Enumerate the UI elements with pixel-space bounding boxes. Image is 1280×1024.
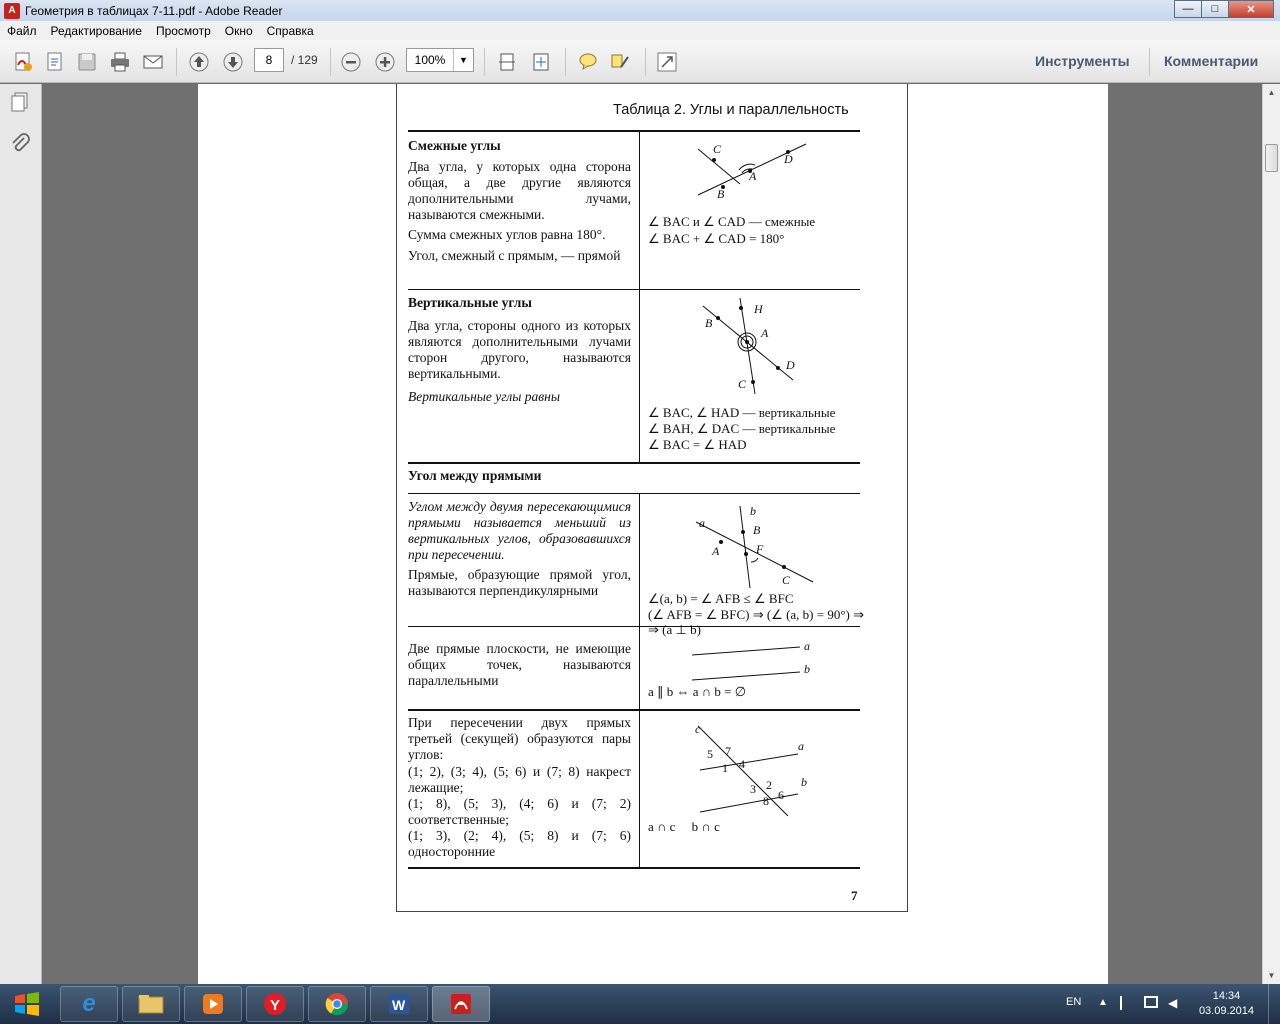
- label-transversal-b: b: [801, 775, 807, 789]
- adobe-reader-icon: A: [4, 3, 20, 19]
- section-transversal-intro: При пересечении двух прямых третьей (секущей) образуются пары углов:: [408, 715, 631, 762]
- volume-icon[interactable]: ◀: [1168, 996, 1178, 1010]
- label-parallel-a: a: [804, 639, 810, 653]
- menu-view[interactable]: Просмотр: [155, 23, 211, 38]
- left-nav-panel: [0, 84, 42, 984]
- label-b2: B: [705, 316, 713, 330]
- vertical-formula-2: ∠ BAH, ∠ DAC — вертикальные: [648, 421, 836, 436]
- adjacent-formula-1: ∠ BAC и ∠ CAD — смежные: [648, 214, 816, 229]
- menu-edit[interactable]: Редактирование: [50, 23, 142, 38]
- edit-pdf-icon[interactable]: [42, 50, 68, 74]
- section-vertical-definition: Два угла, стороны одного из которых являются дополнительными лучами сторон другого, называются вертикальными.: [408, 318, 631, 381]
- scroll-up-icon[interactable]: ▲: [1267, 88, 1276, 97]
- label-c2: C: [738, 377, 747, 391]
- page-number: 7: [851, 888, 858, 903]
- angle-4: 4: [739, 757, 745, 771]
- zoom-value: 100%: [414, 53, 446, 67]
- ie-taskbar-icon[interactable]: e: [60, 986, 118, 1022]
- label-transversal-c: c: [695, 722, 701, 736]
- svg-text:Y: Y: [270, 997, 281, 1014]
- comments-button[interactable]: Комментарии: [1164, 53, 1259, 69]
- close-button[interactable]: ✕: [1228, 0, 1274, 18]
- vertical-angles-figure: [693, 294, 803, 394]
- adobe-taskbar-icon[interactable]: [432, 986, 490, 1022]
- title-bar: [0, 0, 1280, 21]
- section-lines-angle-definition: [408, 499, 631, 563]
- label-a2: A: [761, 326, 769, 340]
- next-page-icon[interactable]: [220, 50, 246, 74]
- angle-7: 7: [725, 744, 731, 758]
- scroll-down-icon[interactable]: ▼: [1267, 971, 1276, 980]
- section-adjacent-right: Угол, смежный с прямым, — прямой: [408, 248, 621, 263]
- clock[interactable]: [1199, 989, 1254, 1019]
- vertical-formula-3: ∠ BAC = ∠ HAD: [648, 437, 747, 452]
- window-title: Геометрия в таблицах 7-11.pdf - Adobe Reader: [25, 3, 283, 18]
- media-player-taskbar-icon[interactable]: [184, 986, 242, 1022]
- label-line-a: a: [699, 516, 705, 530]
- section-transversal-corresponding: (1; 8), (5; 3), (4; 6) и (7; 2) соответственные;: [408, 796, 631, 827]
- lines-formula-2: (∠ AFB = ∠ BFC) ⇒ (∠ (a, b) = 90°) ⇒: [648, 607, 864, 622]
- save-icon[interactable]: [74, 50, 100, 74]
- label-point-b: B: [753, 523, 761, 537]
- network-icon[interactable]: [1144, 996, 1158, 1008]
- label-line-b: b: [750, 504, 756, 518]
- menu-help[interactable]: Справка: [266, 23, 314, 38]
- page-total: / 129: [291, 53, 318, 67]
- section-perpendicular: Прямые, образующие прямой угол, называются перпендикулярными: [408, 567, 631, 598]
- label-c: C: [713, 142, 722, 156]
- show-desktop-button[interactable]: [1268, 984, 1280, 1024]
- angle-3: 3: [750, 782, 756, 796]
- email-icon[interactable]: [140, 50, 166, 74]
- taskbar: [0, 984, 1280, 1024]
- create-pdf-icon[interactable]: [10, 50, 36, 74]
- vertical-scrollbar[interactable]: [1262, 84, 1280, 984]
- zoom-select[interactable]: [406, 48, 474, 72]
- section-transversal-consecutive: (1; 3), (2; 4), (5; 8) и (7; 6) односторонние: [408, 828, 631, 859]
- pages-icon[interactable]: [8, 90, 32, 114]
- vertical-formula-1: ∠ BAC, ∠ HAD — вертикальные: [648, 405, 836, 420]
- document-area: [43, 84, 1261, 984]
- language-indicator[interactable]: EN: [1066, 996, 1082, 1008]
- section-adjacent-definition: Два угла, у которых одна сторона общая, а две другие являются дополнительными лучами, называются смежными.: [408, 159, 631, 222]
- label-a: A: [749, 169, 757, 183]
- section-transversal-alternate: (1; 2), (3; 4), (5; 6) и (7; 8) накрест лежащие;: [408, 764, 631, 795]
- tray-arrow-icon[interactable]: ▲: [1098, 997, 1108, 1008]
- label-transversal-a: a: [798, 739, 804, 753]
- yandex-taskbar-icon[interactable]: [246, 986, 304, 1022]
- tools-button[interactable]: Инструменты: [1035, 53, 1130, 69]
- section-adjacent-title: Смежные углы: [408, 138, 501, 153]
- angle-8: 8: [763, 794, 769, 808]
- chevron-down-icon[interactable]: ▼: [453, 49, 473, 71]
- start-button[interactable]: [12, 990, 42, 1018]
- menu-file[interactable]: Файл: [7, 23, 37, 38]
- word-taskbar-icon[interactable]: [370, 986, 428, 1022]
- zoom-in-icon[interactable]: [372, 50, 398, 74]
- section-lines-angle-title: Угол между прямыми: [408, 468, 542, 483]
- print-icon[interactable]: [107, 50, 133, 74]
- angle-6: 6: [778, 788, 784, 802]
- expand-icon[interactable]: [654, 50, 680, 74]
- label-d2: D: [786, 358, 795, 372]
- maximize-button[interactable]: □: [1201, 0, 1228, 18]
- section-parallel-definition: Две прямые плоскости, не имеющие общих точек, называются параллельными: [408, 641, 631, 688]
- parallel-formula: a ∥ b ⇔ a ∩ b = ∅: [648, 684, 747, 699]
- fit-width-icon[interactable]: [528, 50, 554, 74]
- menu-bar: [0, 21, 1280, 40]
- attachments-icon[interactable]: [8, 132, 32, 156]
- zoom-out-icon[interactable]: [338, 50, 364, 74]
- clock-date: 03.09.2014: [1198, 1005, 1254, 1017]
- label-point-a: A: [712, 544, 720, 558]
- explorer-taskbar-icon[interactable]: [122, 986, 180, 1022]
- page-number-input[interactable]: [254, 48, 284, 72]
- section-adjacent-sum: Сумма смежных углов равна 180°.: [408, 227, 606, 242]
- previous-page-icon[interactable]: [186, 50, 212, 74]
- flag-icon[interactable]: [1120, 996, 1134, 1010]
- angle-5: 5: [707, 747, 713, 761]
- angle-2: 2: [766, 778, 772, 792]
- chrome-taskbar-icon[interactable]: [308, 986, 366, 1022]
- label-h: H: [754, 302, 763, 316]
- fit-page-icon[interactable]: [494, 50, 520, 74]
- transversal-figure: [688, 724, 808, 819]
- section-vertical-equal: Вертикальные углы равны: [408, 389, 560, 404]
- menu-window[interactable]: Окно: [224, 23, 253, 38]
- comment-icon[interactable]: [575, 50, 601, 74]
- lines-formula-3: ⇒ (a ⊥ b): [648, 622, 701, 637]
- label-point-f: F: [756, 542, 764, 556]
- label-parallel-b: b: [804, 662, 810, 676]
- lines-angle-term: Углом между двумя пересекающимися прямыми называется меньший из вертикальных углов, образовавшихся при пересечении.: [408, 499, 631, 562]
- svg-text:W: W: [392, 997, 406, 1013]
- section-vertical-title: Вертикальные углы: [408, 295, 532, 310]
- label-b: B: [717, 187, 725, 201]
- angle-1: 1: [722, 761, 728, 775]
- clock-time: 14:34: [1212, 990, 1241, 1002]
- adjacent-formula-2: ∠ BAC + ∠ CAD = 180°: [648, 231, 785, 246]
- lines-formula-1: ∠(a, b) = ∠ AFB ≤ ∠ BFC: [648, 591, 794, 606]
- label-d: D: [784, 152, 793, 166]
- table-header: Таблица 2. Углы и параллельность: [613, 102, 849, 118]
- minimize-button[interactable]: —: [1174, 0, 1201, 18]
- transversal-formula: a ∩ c b ∩ c: [648, 819, 720, 834]
- highlight-icon[interactable]: [607, 50, 633, 74]
- parallel-lines-figure: [688, 639, 808, 684]
- pdf-page: [198, 84, 1108, 984]
- label-point-c: C: [782, 573, 791, 587]
- scroll-thumb[interactable]: [1265, 144, 1278, 172]
